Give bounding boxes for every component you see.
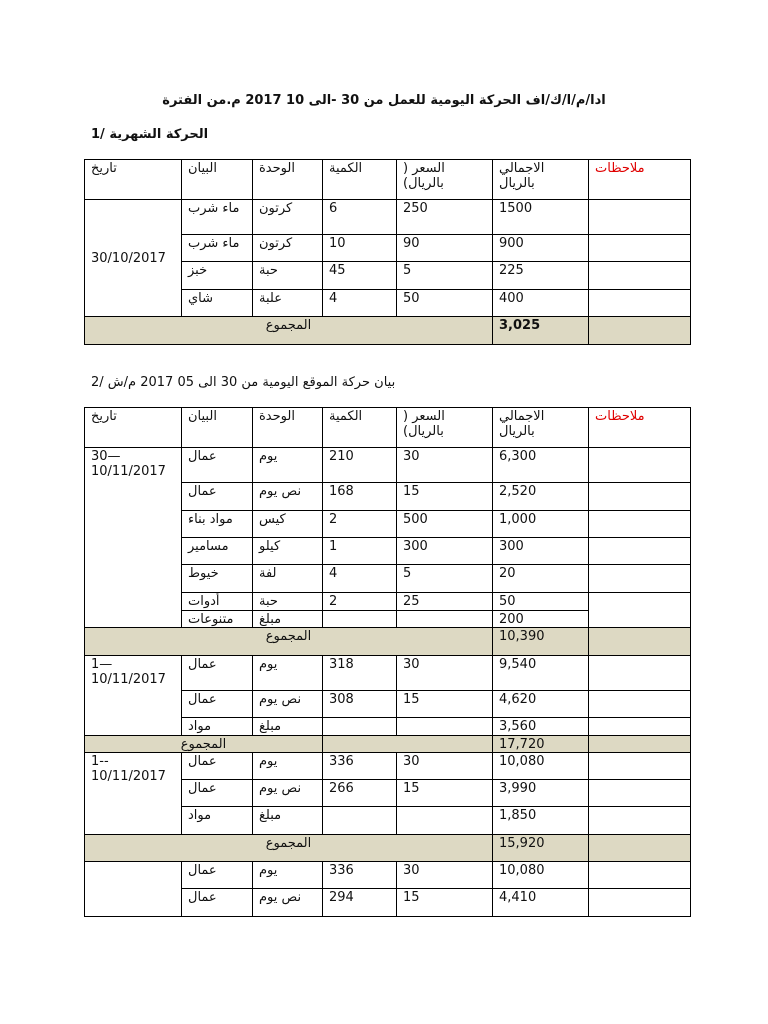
table-header-row <box>85 160 691 200</box>
sum-total: 10,390 <box>493 628 589 656</box>
notes-cell <box>589 448 691 483</box>
total-cell: 2,520 <box>493 483 589 511</box>
sum-row <box>85 736 691 753</box>
qty-cell: 336 <box>323 862 397 889</box>
price-cell: 30 <box>397 448 493 483</box>
item-cell: عمال <box>182 889 253 917</box>
item-cell: خبز <box>182 262 253 290</box>
date-cell: 1-- 10/11/2017 <box>85 753 182 835</box>
unit-cell: يوم <box>253 656 323 691</box>
item-cell: مسامير <box>182 538 253 565</box>
sum-total: 17,720 <box>493 736 589 753</box>
total-cell: 4,410 <box>493 889 589 917</box>
qty-cell: 4 <box>323 290 397 317</box>
section1-heading: 1/ الحركة الشهرية <box>91 127 209 142</box>
header-item: البيان <box>182 408 253 448</box>
total-cell: 6,300 <box>493 448 589 483</box>
unit-cell: كرتون <box>253 235 323 262</box>
notes-cell <box>589 753 691 780</box>
item-cell: مواد <box>182 807 253 835</box>
notes-cell <box>589 835 691 862</box>
notes-cell <box>589 235 691 262</box>
notes-cell <box>589 593 691 628</box>
qty-cell: 2 <box>323 511 397 538</box>
price-cell <box>397 611 493 628</box>
sum-label: المجموع <box>85 628 493 656</box>
header-date: تاريخ <box>85 408 182 448</box>
unit-cell: يوم <box>253 753 323 780</box>
qty-cell: 4 <box>323 565 397 593</box>
qty-cell: 10 <box>323 235 397 262</box>
item-cell: عمال <box>182 656 253 691</box>
notes-cell <box>589 780 691 807</box>
notes-cell <box>589 656 691 691</box>
table-row <box>85 448 691 483</box>
notes-cell <box>589 628 691 656</box>
unit-cell: لفة <box>253 565 323 593</box>
price-cell <box>397 718 493 736</box>
header-unit: الوحدة <box>253 160 323 200</box>
header-price: السعر ( بالريال) <box>397 408 493 448</box>
date-cell: 30— 10/11/2017 <box>85 448 182 628</box>
unit-cell: مبلغ <box>253 807 323 835</box>
section2-table <box>84 407 691 917</box>
unit-cell: كيلو <box>253 538 323 565</box>
item-cell: شاي <box>182 290 253 317</box>
total-cell: 3,560 <box>493 718 589 736</box>
qty-cell <box>323 611 397 628</box>
sum-row <box>85 628 691 656</box>
notes-cell <box>589 538 691 565</box>
sum-row <box>85 317 691 345</box>
qty-cell: 336 <box>323 753 397 780</box>
qty-cell: 6 <box>323 200 397 235</box>
notes-cell <box>589 691 691 718</box>
qty-cell: 45 <box>323 262 397 290</box>
price-cell: 30 <box>397 656 493 691</box>
notes-cell <box>589 317 691 345</box>
price-cell: 5 <box>397 262 493 290</box>
header-qty: الكمية <box>323 408 397 448</box>
section2-heading: 2/ بيان حركة الموقع اليومية من 30 الى 05 2017 م/ش <box>91 375 396 390</box>
qty-cell: 266 <box>323 780 397 807</box>
sum-row <box>85 835 691 862</box>
price-cell: 30 <box>397 862 493 889</box>
date-cell: 30/10/2017 <box>85 200 182 317</box>
unit-cell: حبة <box>253 262 323 290</box>
total-cell: 400 <box>493 290 589 317</box>
item-cell: عمال <box>182 483 253 511</box>
unit-cell: يوم <box>253 448 323 483</box>
header-notes: ملاحظات <box>589 160 691 200</box>
item-cell: مواد بناء <box>182 511 253 538</box>
item-cell: عمال <box>182 780 253 807</box>
price-cell: 30 <box>397 753 493 780</box>
total-cell: 3,990 <box>493 780 589 807</box>
qty-cell <box>323 718 397 736</box>
unit-cell: يوم <box>253 862 323 889</box>
notes-cell <box>589 807 691 835</box>
sum-total: 15,920 <box>493 835 589 862</box>
item-cell: ماء شرب <box>182 235 253 262</box>
total-cell: 200 <box>493 611 589 628</box>
total-cell: 10,080 <box>493 753 589 780</box>
sum-label: المجموع <box>85 317 493 345</box>
notes-cell <box>589 565 691 593</box>
header-total: الاجمالي بالريال <box>493 408 589 448</box>
table-header-row <box>85 408 691 448</box>
section1-table <box>84 159 691 345</box>
notes-cell <box>589 200 691 235</box>
qty-cell: 168 <box>323 483 397 511</box>
notes-cell <box>589 718 691 736</box>
header-price: السعر ( بالريال) <box>397 160 493 200</box>
header-total: الاجمالي بالريال <box>493 160 589 200</box>
price-cell: 15 <box>397 483 493 511</box>
header-unit: الوحدة <box>253 408 323 448</box>
total-cell: 9,540 <box>493 656 589 691</box>
header-notes: ملاحظات <box>589 408 691 448</box>
qty-cell <box>323 807 397 835</box>
unit-cell: مبلغ <box>253 611 323 628</box>
item-cell: عمال <box>182 448 253 483</box>
qty-cell: 294 <box>323 889 397 917</box>
date-cell: 1— 10/11/2017 <box>85 656 182 736</box>
unit-cell: علبة <box>253 290 323 317</box>
notes-cell <box>589 862 691 889</box>
total-cell: 1,850 <box>493 807 589 835</box>
price-cell: 300 <box>397 538 493 565</box>
item-cell: مواد <box>182 718 253 736</box>
price-cell: 5 <box>397 565 493 593</box>
total-cell: 4,620 <box>493 691 589 718</box>
unit-cell: حبة <box>253 593 323 611</box>
item-cell: عمال <box>182 753 253 780</box>
price-cell: 500 <box>397 511 493 538</box>
total-cell: 225 <box>493 262 589 290</box>
notes-cell <box>589 483 691 511</box>
header-qty: الكمية <box>323 160 397 200</box>
sum-label: المجموع <box>85 835 493 862</box>
qty-cell: 1 <box>323 538 397 565</box>
price-cell: 90 <box>397 235 493 262</box>
header-date: تاريخ <box>85 160 182 200</box>
header-item: البيان <box>182 160 253 200</box>
qty-cell: 210 <box>323 448 397 483</box>
unit-cell: كرتون <box>253 200 323 235</box>
table-row <box>85 656 691 691</box>
notes-cell <box>589 290 691 317</box>
document-title: ادا/م/ا/ك/اف الحركة اليومية للعمل من 30 -الى 10 2017 م.من الفترة <box>162 93 606 108</box>
unit-cell: نص يوم <box>253 483 323 511</box>
date-cell <box>85 862 182 917</box>
unit-cell: نص يوم <box>253 780 323 807</box>
total-cell: 10,080 <box>493 862 589 889</box>
sum-total: 3,025 <box>493 317 589 345</box>
item-cell: ماء شرب <box>182 200 253 235</box>
total-cell: 20 <box>493 565 589 593</box>
unit-cell: كيس <box>253 511 323 538</box>
total-cell: 900 <box>493 235 589 262</box>
total-cell: 50 <box>493 593 589 611</box>
item-cell: عمال <box>182 691 253 718</box>
price-cell <box>397 807 493 835</box>
table-row <box>85 753 691 780</box>
price-cell: 250 <box>397 200 493 235</box>
price-cell: 25 <box>397 593 493 611</box>
sum-spacer <box>323 736 493 753</box>
total-cell: 1,000 <box>493 511 589 538</box>
notes-cell <box>589 262 691 290</box>
item-cell: خيوط <box>182 565 253 593</box>
notes-cell <box>589 889 691 917</box>
price-cell: 15 <box>397 691 493 718</box>
total-cell: 300 <box>493 538 589 565</box>
unit-cell: نص يوم <box>253 889 323 917</box>
price-cell: 15 <box>397 889 493 917</box>
price-cell: 15 <box>397 780 493 807</box>
item-cell: متنوعات <box>182 611 253 628</box>
total-cell: 1500 <box>493 200 589 235</box>
table-row <box>85 200 691 235</box>
price-cell: 50 <box>397 290 493 317</box>
notes-cell <box>589 511 691 538</box>
item-cell: أدوات <box>182 593 253 611</box>
notes-cell <box>589 736 691 753</box>
table-row <box>85 862 691 889</box>
sum-label: المجموع <box>85 736 323 753</box>
unit-cell: نص يوم <box>253 691 323 718</box>
qty-cell: 2 <box>323 593 397 611</box>
qty-cell: 308 <box>323 691 397 718</box>
unit-cell: مبلغ <box>253 718 323 736</box>
item-cell: عمال <box>182 862 253 889</box>
qty-cell: 318 <box>323 656 397 691</box>
